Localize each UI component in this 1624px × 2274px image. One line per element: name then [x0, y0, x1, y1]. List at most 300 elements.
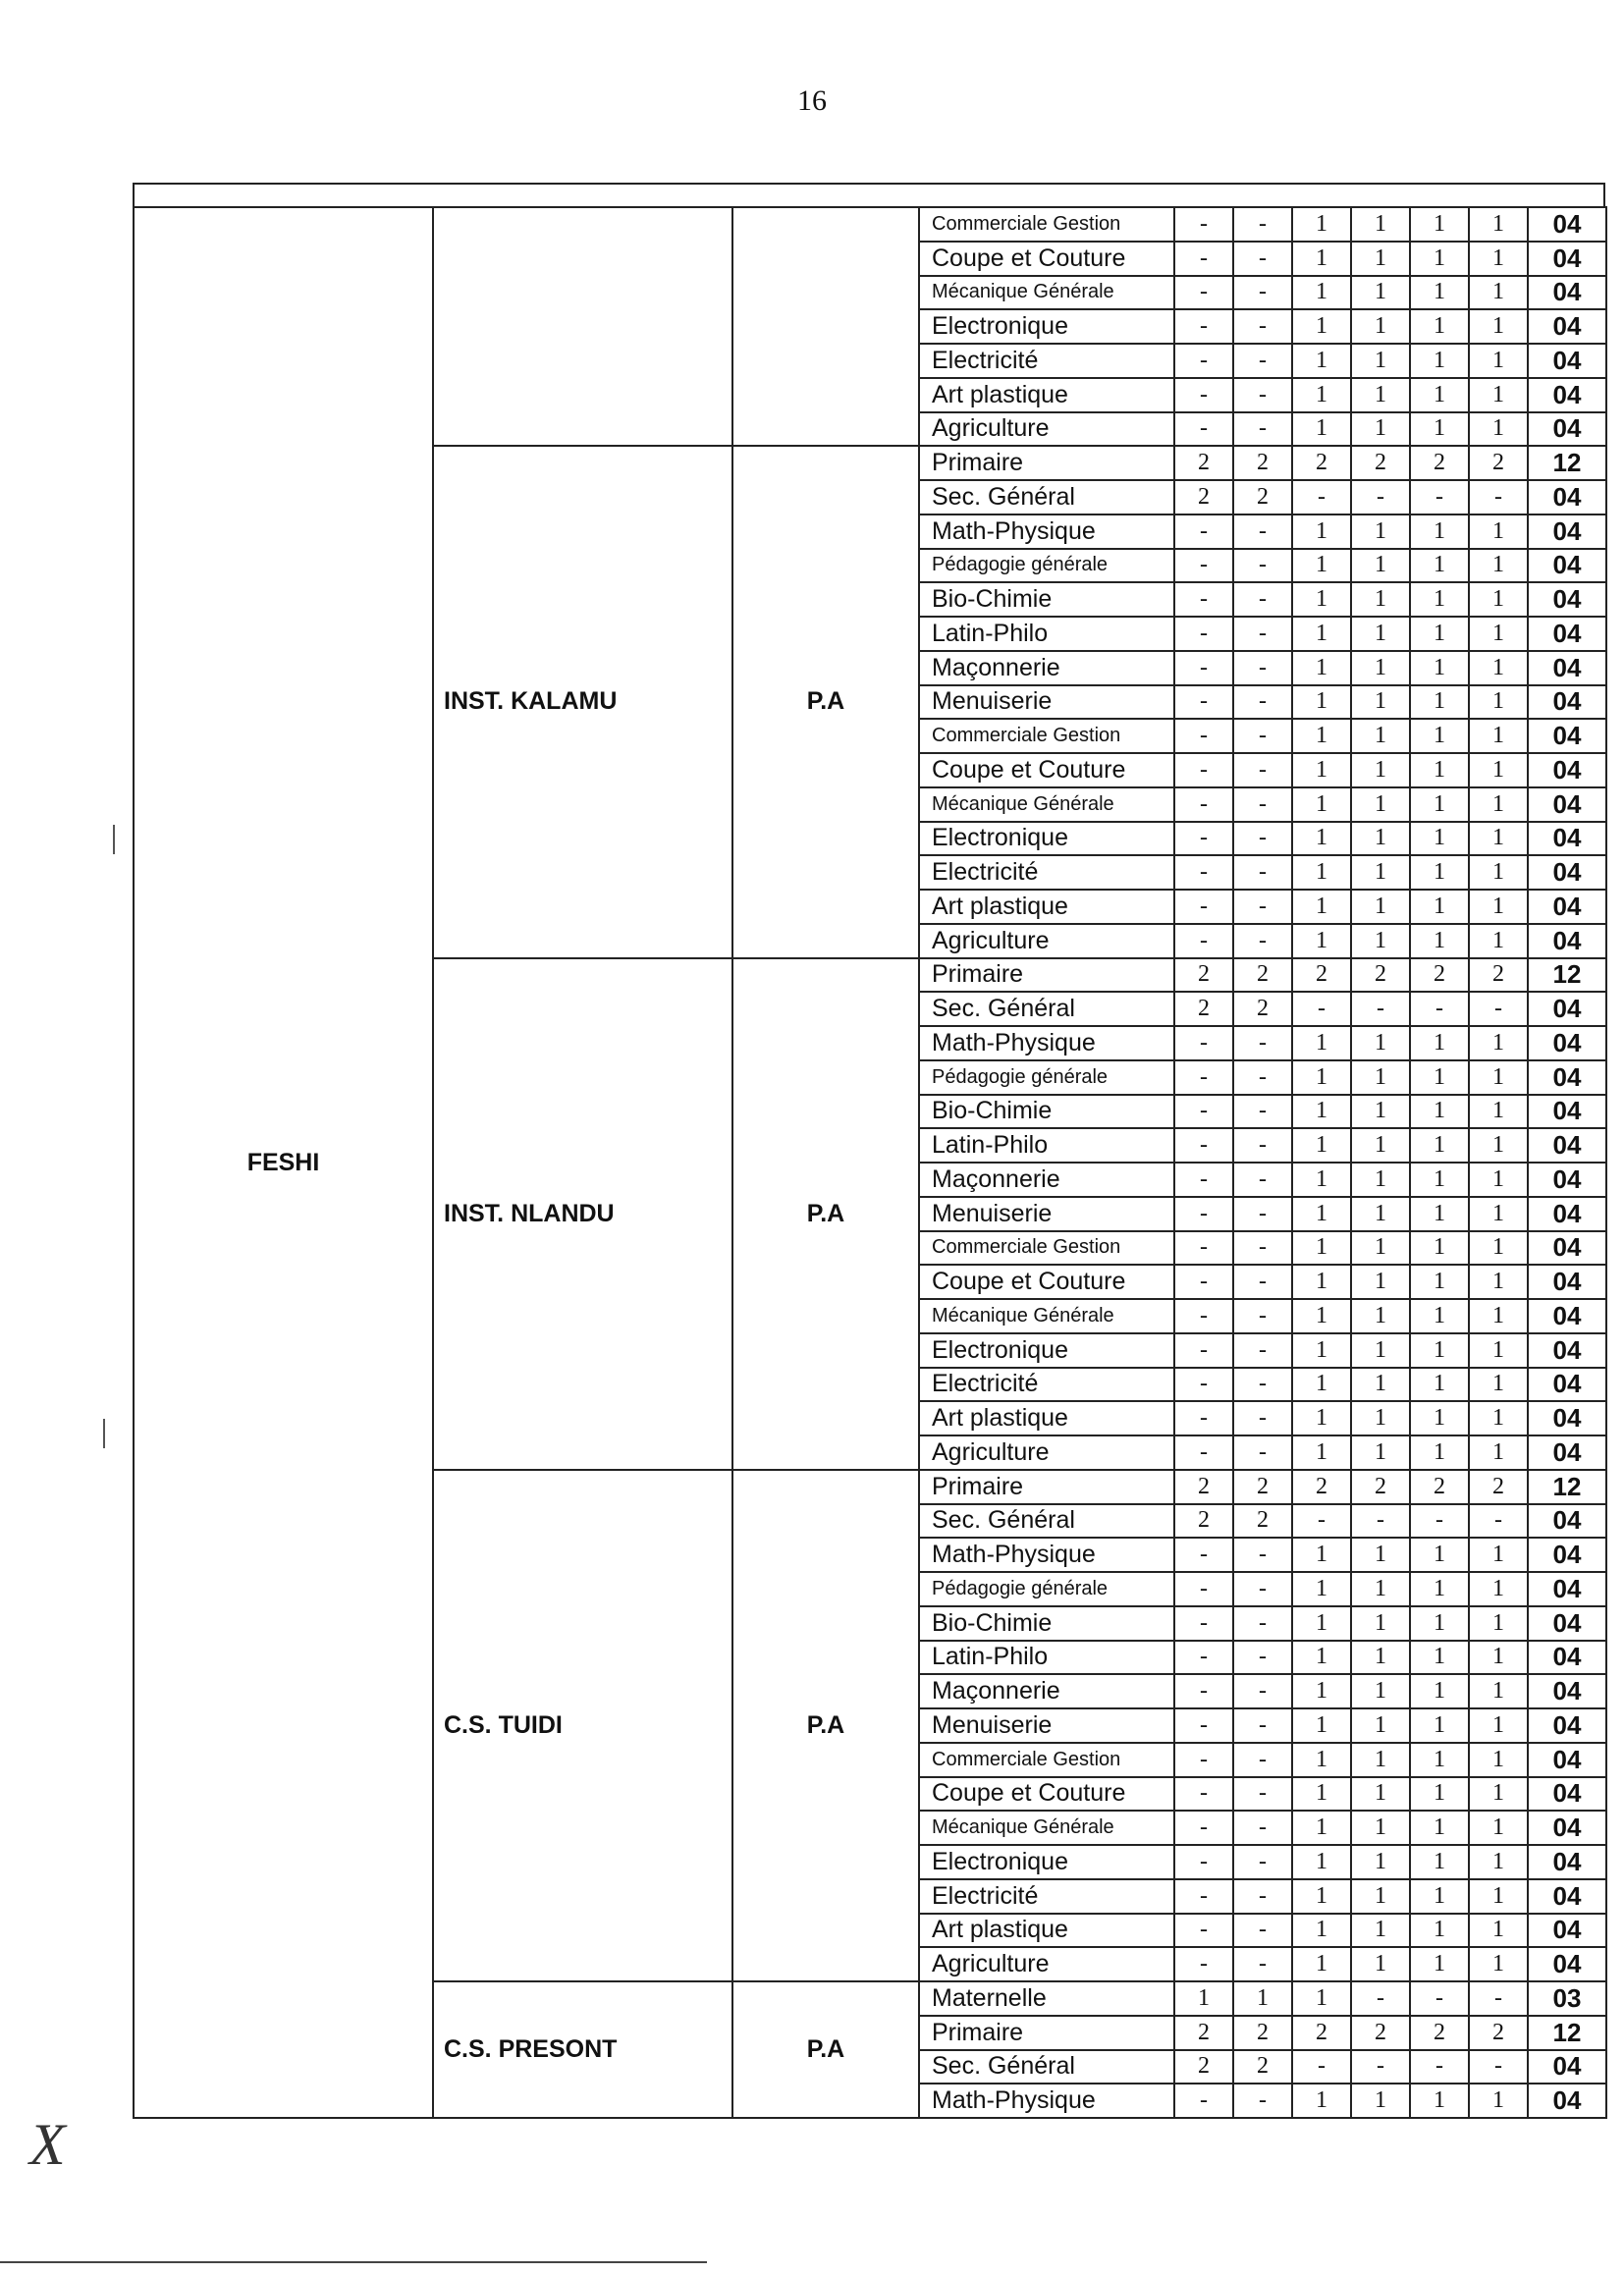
class-count-cell: 1 — [1292, 685, 1351, 720]
class-count-cell: - — [1174, 1265, 1233, 1299]
row-total: 04 — [1528, 1811, 1606, 1845]
class-count-cell: 1 — [1351, 1777, 1410, 1812]
class-count-cell: 1 — [1469, 1708, 1528, 1743]
class-count-cell: 1 — [1351, 207, 1410, 242]
class-count-cell: 1 — [1410, 787, 1469, 822]
row-total: 04 — [1528, 651, 1606, 685]
class-count-cell: 1 — [1351, 1265, 1410, 1299]
class-count-cell: - — [1233, 378, 1292, 412]
class-count-cell: 2 — [1174, 992, 1233, 1026]
class-count-cell: 1 — [1351, 309, 1410, 344]
class-count-cell: - — [1233, 1128, 1292, 1163]
class-count-cell: - — [1174, 1231, 1233, 1266]
class-count-cell: 1 — [1351, 1128, 1410, 1163]
class-count-cell: 1 — [1410, 1572, 1469, 1606]
class-count-cell: 1 — [1351, 1095, 1410, 1129]
class-count-cell: 1 — [1351, 787, 1410, 822]
class-count-cell: - — [1233, 582, 1292, 617]
class-count-cell: 1 — [1469, 514, 1528, 549]
class-count-cell: 1 — [1469, 1060, 1528, 1095]
class-count-cell: 1 — [1351, 1914, 1410, 1948]
class-count-cell: 1 — [1351, 924, 1410, 958]
school-name: C.S. PRESONT — [433, 1981, 732, 2118]
subject-name: Art plastique — [919, 378, 1174, 412]
class-count-cell: 2 — [1410, 1470, 1469, 1504]
class-count-cell: - — [1174, 1641, 1233, 1675]
class-count-cell: 1 — [1410, 1368, 1469, 1402]
row-total: 03 — [1528, 1981, 1606, 2016]
class-count-cell: 1 — [1410, 276, 1469, 310]
class-count-cell: - — [1233, 1231, 1292, 1266]
class-count-cell: - — [1174, 582, 1233, 617]
subject-name: Art plastique — [919, 1914, 1174, 1948]
class-count-cell: 1 — [1292, 1231, 1351, 1266]
margin-tick — [113, 825, 115, 854]
row-total: 04 — [1528, 514, 1606, 549]
subject-name: Commerciale Gestion — [919, 1743, 1174, 1777]
class-count-cell: 1 — [1410, 1708, 1469, 1743]
class-count-cell: 1 — [1410, 1947, 1469, 1981]
school-regime — [732, 207, 919, 446]
class-count-cell: 1 — [1469, 787, 1528, 822]
class-count-cell: 1 — [1410, 1674, 1469, 1708]
subject-name: Sec. Général — [919, 992, 1174, 1026]
subject-name: Sec. Général — [919, 2050, 1174, 2084]
class-count-cell: 1 — [1410, 514, 1469, 549]
row-total: 04 — [1528, 1401, 1606, 1435]
class-count-cell: 1 — [1410, 1845, 1469, 1879]
subject-name: Coupe et Couture — [919, 242, 1174, 276]
row-total: 04 — [1528, 1641, 1606, 1675]
subject-name: Math-Physique — [919, 514, 1174, 549]
class-count-cell: 1 — [1469, 719, 1528, 753]
class-count-cell: 1 — [1469, 582, 1528, 617]
class-count-cell: 1 — [1469, 685, 1528, 720]
subject-name: Menuiserie — [919, 685, 1174, 720]
class-count-cell: 2 — [1233, 958, 1292, 993]
class-count-cell: - — [1233, 207, 1292, 242]
class-count-cell: 1 — [1410, 1401, 1469, 1435]
class-count-cell: - — [1233, 1674, 1292, 1708]
class-count-cell: 1 — [1292, 514, 1351, 549]
class-count-cell: 1 — [1469, 1265, 1528, 1299]
class-count-cell: 2 — [1292, 958, 1351, 993]
class-count-cell: 2 — [1410, 446, 1469, 480]
class-count-cell: - — [1174, 1401, 1233, 1435]
class-count-cell: 1 — [1469, 207, 1528, 242]
class-count-cell: - — [1174, 412, 1233, 447]
row-total: 04 — [1528, 1674, 1606, 1708]
class-count-cell: 1 — [1410, 1128, 1469, 1163]
school-regime: P.A — [732, 1470, 919, 1981]
class-count-cell: 2 — [1233, 1470, 1292, 1504]
class-count-cell: 1 — [1410, 1777, 1469, 1812]
class-count-cell: - — [1233, 1606, 1292, 1641]
class-count-cell: - — [1469, 480, 1528, 514]
class-count-cell: - — [1174, 1163, 1233, 1197]
class-count-cell: - — [1174, 787, 1233, 822]
row-total: 04 — [1528, 207, 1606, 242]
class-count-cell: 1 — [1351, 276, 1410, 310]
class-count-cell: 1 — [1292, 924, 1351, 958]
class-count-cell: 1 — [1292, 344, 1351, 378]
class-count-cell: 1 — [1292, 1641, 1351, 1675]
class-count-cell: 1 — [1351, 412, 1410, 447]
row-total: 04 — [1528, 1708, 1606, 1743]
class-count-cell: - — [1233, 1947, 1292, 1981]
class-count-cell: 1 — [1292, 1095, 1351, 1129]
class-count-cell: 1 — [1469, 1368, 1528, 1402]
class-count-cell: - — [1174, 1368, 1233, 1402]
subject-name: Electricité — [919, 344, 1174, 378]
class-count-cell: 1 — [1469, 924, 1528, 958]
class-count-cell: 1 — [1292, 1435, 1351, 1470]
class-count-cell: 1 — [1292, 549, 1351, 583]
row-total: 12 — [1528, 1470, 1606, 1504]
subject-name: Math-Physique — [919, 1026, 1174, 1060]
class-count-cell: 1 — [1410, 1435, 1469, 1470]
class-count-cell: - — [1233, 1708, 1292, 1743]
table-top-strip — [133, 183, 1605, 206]
class-count-cell: 1 — [1410, 719, 1469, 753]
class-count-cell: 1 — [1351, 719, 1410, 753]
class-count-cell: 1 — [1351, 1572, 1410, 1606]
class-count-cell: - — [1469, 992, 1528, 1026]
row-total: 04 — [1528, 890, 1606, 924]
class-count-cell: 2 — [1469, 446, 1528, 480]
class-count-cell: - — [1233, 719, 1292, 753]
row-total: 04 — [1528, 1538, 1606, 1572]
class-count-cell: 1 — [1351, 2084, 1410, 2118]
class-count-cell: 1 — [1469, 1777, 1528, 1812]
subject-name: Electricité — [919, 1879, 1174, 1914]
class-count-cell: 1 — [1410, 1879, 1469, 1914]
class-count-cell: 1 — [1351, 753, 1410, 787]
class-count-cell: 2 — [1174, 2050, 1233, 2084]
class-count-cell: 2 — [1469, 1470, 1528, 1504]
class-count-cell: - — [1410, 2050, 1469, 2084]
class-count-cell: 1 — [1410, 1538, 1469, 1572]
class-count-cell: 1 — [1351, 1231, 1410, 1266]
class-count-cell: 1 — [1351, 651, 1410, 685]
class-count-cell: - — [1174, 1947, 1233, 1981]
class-count-cell: 1 — [1292, 1060, 1351, 1095]
class-count-cell: - — [1174, 1026, 1233, 1060]
class-count-cell: 1 — [1174, 1981, 1233, 2016]
subject-name: Art plastique — [919, 890, 1174, 924]
class-count-cell: - — [1174, 822, 1233, 856]
subject-name: Mécanique Générale — [919, 276, 1174, 310]
class-count-cell: 2 — [1233, 1504, 1292, 1539]
class-count-cell: 2 — [1292, 446, 1351, 480]
footer-line — [0, 2261, 707, 2263]
class-count-cell: - — [1351, 2050, 1410, 2084]
class-count-cell: 1 — [1351, 890, 1410, 924]
class-count-cell: 1 — [1292, 1401, 1351, 1435]
class-count-cell: 1 — [1351, 1197, 1410, 1231]
subject-name: Bio-Chimie — [919, 582, 1174, 617]
row-total: 04 — [1528, 1743, 1606, 1777]
class-count-cell: 1 — [1410, 549, 1469, 583]
subject-name: Pédagogie générale — [919, 1060, 1174, 1095]
class-count-cell: - — [1233, 890, 1292, 924]
subject-name: Sec. Général — [919, 1504, 1174, 1539]
row-total: 12 — [1528, 446, 1606, 480]
class-count-cell: 1 — [1351, 685, 1410, 720]
class-count-cell: 1 — [1410, 822, 1469, 856]
class-count-cell: 1 — [1292, 242, 1351, 276]
class-count-cell: 1 — [1410, 344, 1469, 378]
school-name: C.S. TUIDI — [433, 1470, 732, 1981]
class-count-cell: 1 — [1233, 1981, 1292, 2016]
class-count-cell: 1 — [1410, 207, 1469, 242]
subject-name: Coupe et Couture — [919, 1265, 1174, 1299]
class-count-cell: 1 — [1469, 309, 1528, 344]
class-count-cell: 1 — [1410, 855, 1469, 890]
class-count-cell: 1 — [1292, 1128, 1351, 1163]
row-total: 04 — [1528, 924, 1606, 958]
class-count-cell: - — [1174, 617, 1233, 651]
class-count-cell: 1 — [1351, 855, 1410, 890]
class-count-cell: 1 — [1351, 1743, 1410, 1777]
class-count-cell: 2 — [1410, 958, 1469, 993]
class-count-cell: - — [1233, 1265, 1292, 1299]
row-total: 04 — [1528, 1163, 1606, 1197]
class-count-cell: 1 — [1292, 1845, 1351, 1879]
subject-name: Electronique — [919, 822, 1174, 856]
class-count-cell: 2 — [1351, 958, 1410, 993]
class-count-cell: 1 — [1292, 1299, 1351, 1333]
table-body — [134, 207, 1606, 2118]
class-count-cell: - — [1233, 549, 1292, 583]
class-count-cell: - — [1410, 1504, 1469, 1539]
class-count-cell: 1 — [1410, 1231, 1469, 1266]
class-count-cell: - — [1469, 1504, 1528, 1539]
class-count-cell: - — [1174, 1538, 1233, 1572]
class-count-cell: - — [1233, 1163, 1292, 1197]
class-count-cell: - — [1174, 1435, 1233, 1470]
class-count-cell: 2 — [1174, 446, 1233, 480]
subject-name: Primaire — [919, 446, 1174, 480]
class-count-cell: 1 — [1469, 651, 1528, 685]
row-total: 04 — [1528, 549, 1606, 583]
class-count-cell: 1 — [1410, 2084, 1469, 2118]
class-count-cell: 2 — [1292, 1470, 1351, 1504]
subject-name: Coupe et Couture — [919, 753, 1174, 787]
school-name: INST. NLANDU — [433, 958, 732, 1470]
row-total: 12 — [1528, 2016, 1606, 2050]
subject-name: Coupe et Couture — [919, 1777, 1174, 1812]
class-count-cell: - — [1233, 1777, 1292, 1812]
subject-name: Agriculture — [919, 1435, 1174, 1470]
class-count-cell: - — [1174, 1606, 1233, 1641]
class-count-cell: - — [1233, 1333, 1292, 1368]
class-count-cell: 2 — [1174, 1504, 1233, 1539]
subject-name: Mécanique Générale — [919, 1811, 1174, 1845]
class-count-cell: 1 — [1469, 1811, 1528, 1845]
page-number: 16 — [797, 84, 827, 117]
class-count-cell: - — [1174, 309, 1233, 344]
class-count-cell: 1 — [1469, 412, 1528, 447]
class-count-cell: 1 — [1292, 1947, 1351, 1981]
class-count-cell: 1 — [1469, 1095, 1528, 1129]
class-count-cell: 1 — [1469, 1401, 1528, 1435]
class-count-cell: 1 — [1292, 207, 1351, 242]
class-count-cell: 2 — [1233, 2016, 1292, 2050]
class-count-cell: 1 — [1469, 1538, 1528, 1572]
class-count-cell: 1 — [1469, 1128, 1528, 1163]
class-count-cell: 1 — [1469, 890, 1528, 924]
class-count-cell: - — [1410, 480, 1469, 514]
class-count-cell: - — [1233, 412, 1292, 447]
class-count-cell: - — [1233, 1914, 1292, 1948]
class-count-cell: 1 — [1292, 1708, 1351, 1743]
class-count-cell: 2 — [1469, 2016, 1528, 2050]
class-count-cell: 1 — [1351, 1538, 1410, 1572]
class-count-cell: 1 — [1351, 1333, 1410, 1368]
class-count-cell: 1 — [1410, 1811, 1469, 1845]
class-count-cell: 1 — [1292, 1743, 1351, 1777]
class-count-cell: - — [1351, 1504, 1410, 1539]
class-count-cell: 1 — [1351, 1401, 1410, 1435]
row-total: 04 — [1528, 1914, 1606, 1948]
row-total: 04 — [1528, 1026, 1606, 1060]
class-count-cell: - — [1174, 685, 1233, 720]
class-count-cell: 1 — [1292, 412, 1351, 447]
row-total: 04 — [1528, 1299, 1606, 1333]
row-total: 04 — [1528, 1265, 1606, 1299]
class-count-cell: - — [1174, 651, 1233, 685]
row-total: 04 — [1528, 1435, 1606, 1470]
class-count-cell: 2 — [1469, 958, 1528, 993]
row-total: 04 — [1528, 242, 1606, 276]
class-count-cell: - — [1174, 1095, 1233, 1129]
class-count-cell: 2 — [1351, 446, 1410, 480]
class-count-cell: 1 — [1351, 1708, 1410, 1743]
class-count-cell: 1 — [1410, 685, 1469, 720]
class-count-cell: 1 — [1469, 1333, 1528, 1368]
class-count-cell: - — [1469, 1981, 1528, 2016]
row-total: 04 — [1528, 309, 1606, 344]
row-total: 04 — [1528, 1777, 1606, 1812]
class-count-cell: 1 — [1292, 617, 1351, 651]
subject-name: Commerciale Gestion — [919, 1231, 1174, 1266]
class-count-cell: 1 — [1292, 309, 1351, 344]
class-count-cell: 1 — [1351, 822, 1410, 856]
class-count-cell: 1 — [1410, 890, 1469, 924]
class-count-cell: 1 — [1292, 1879, 1351, 1914]
margin-tick — [103, 1419, 105, 1448]
class-count-cell: - — [1233, 309, 1292, 344]
class-count-cell: - — [1174, 549, 1233, 583]
class-count-cell: 2 — [1351, 2016, 1410, 2050]
class-count-cell: - — [1174, 1674, 1233, 1708]
class-count-cell: - — [1233, 855, 1292, 890]
class-count-cell: - — [1292, 2050, 1351, 2084]
class-count-cell: 1 — [1292, 582, 1351, 617]
row-total: 04 — [1528, 992, 1606, 1026]
class-count-cell: 1 — [1351, 1845, 1410, 1879]
class-count-cell: - — [1174, 719, 1233, 753]
row-total: 04 — [1528, 344, 1606, 378]
class-count-cell: 1 — [1351, 1811, 1410, 1845]
class-count-cell: 1 — [1351, 344, 1410, 378]
school-name: INST. KALAMU — [433, 446, 732, 957]
class-count-cell: 1 — [1351, 1026, 1410, 1060]
class-count-cell: 1 — [1410, 1914, 1469, 1948]
subject-name: Latin-Philo — [919, 1128, 1174, 1163]
district-name: FESHI — [134, 207, 433, 2118]
class-count-cell: 1 — [1469, 1231, 1528, 1266]
class-count-cell: - — [1174, 924, 1233, 958]
class-count-cell: - — [1351, 1981, 1410, 2016]
class-count-cell: 1 — [1351, 1947, 1410, 1981]
class-count-cell: 1 — [1351, 514, 1410, 549]
class-count-cell: 1 — [1292, 1914, 1351, 1948]
class-count-cell: 1 — [1469, 1572, 1528, 1606]
class-count-cell: 2 — [1233, 992, 1292, 1026]
subject-name: Maçonnerie — [919, 651, 1174, 685]
class-count-cell: 1 — [1351, 617, 1410, 651]
class-count-cell: 1 — [1410, 309, 1469, 344]
class-count-cell: 1 — [1292, 719, 1351, 753]
class-count-cell: 1 — [1292, 855, 1351, 890]
class-count-cell: 1 — [1469, 1914, 1528, 1948]
row-total: 04 — [1528, 1845, 1606, 1879]
subject-name: Math-Physique — [919, 2084, 1174, 2118]
class-count-cell: 1 — [1292, 1572, 1351, 1606]
class-count-cell: 1 — [1292, 1777, 1351, 1812]
class-count-cell: 1 — [1410, 1060, 1469, 1095]
class-count-cell: 1 — [1351, 1163, 1410, 1197]
class-count-cell: - — [1233, 1743, 1292, 1777]
row-total: 12 — [1528, 958, 1606, 993]
class-count-cell: - — [1233, 1095, 1292, 1129]
class-count-cell: 1 — [1410, 1333, 1469, 1368]
class-count-cell: 1 — [1410, 1606, 1469, 1641]
class-count-cell: 1 — [1292, 890, 1351, 924]
class-count-cell: - — [1174, 207, 1233, 242]
class-count-cell: 1 — [1292, 276, 1351, 310]
class-count-cell: 1 — [1469, 1299, 1528, 1333]
subject-name: Commerciale Gestion — [919, 719, 1174, 753]
class-count-cell: - — [1410, 1981, 1469, 2016]
subject-name: Agriculture — [919, 412, 1174, 447]
subject-name: Art plastique — [919, 1401, 1174, 1435]
class-count-cell: - — [1233, 617, 1292, 651]
class-count-cell: 1 — [1469, 1674, 1528, 1708]
class-count-cell: - — [1174, 2084, 1233, 2118]
table-row — [134, 207, 1606, 242]
row-total: 04 — [1528, 1128, 1606, 1163]
subject-name: Latin-Philo — [919, 617, 1174, 651]
subject-name: Latin-Philo — [919, 1641, 1174, 1675]
row-total: 04 — [1528, 685, 1606, 720]
class-count-cell: - — [1174, 1879, 1233, 1914]
class-count-cell: - — [1174, 855, 1233, 890]
class-count-cell: 1 — [1351, 1606, 1410, 1641]
class-count-cell: - — [1233, 651, 1292, 685]
class-count-cell: - — [1233, 1641, 1292, 1675]
class-count-cell: - — [1174, 1333, 1233, 1368]
class-count-cell: 1 — [1410, 1026, 1469, 1060]
row-total: 04 — [1528, 1504, 1606, 1539]
class-count-cell: 1 — [1469, 276, 1528, 310]
class-count-cell: 1 — [1410, 1163, 1469, 1197]
class-count-cell: 1 — [1292, 2084, 1351, 2118]
class-count-cell: 1 — [1351, 1299, 1410, 1333]
class-count-cell: - — [1174, 1845, 1233, 1879]
